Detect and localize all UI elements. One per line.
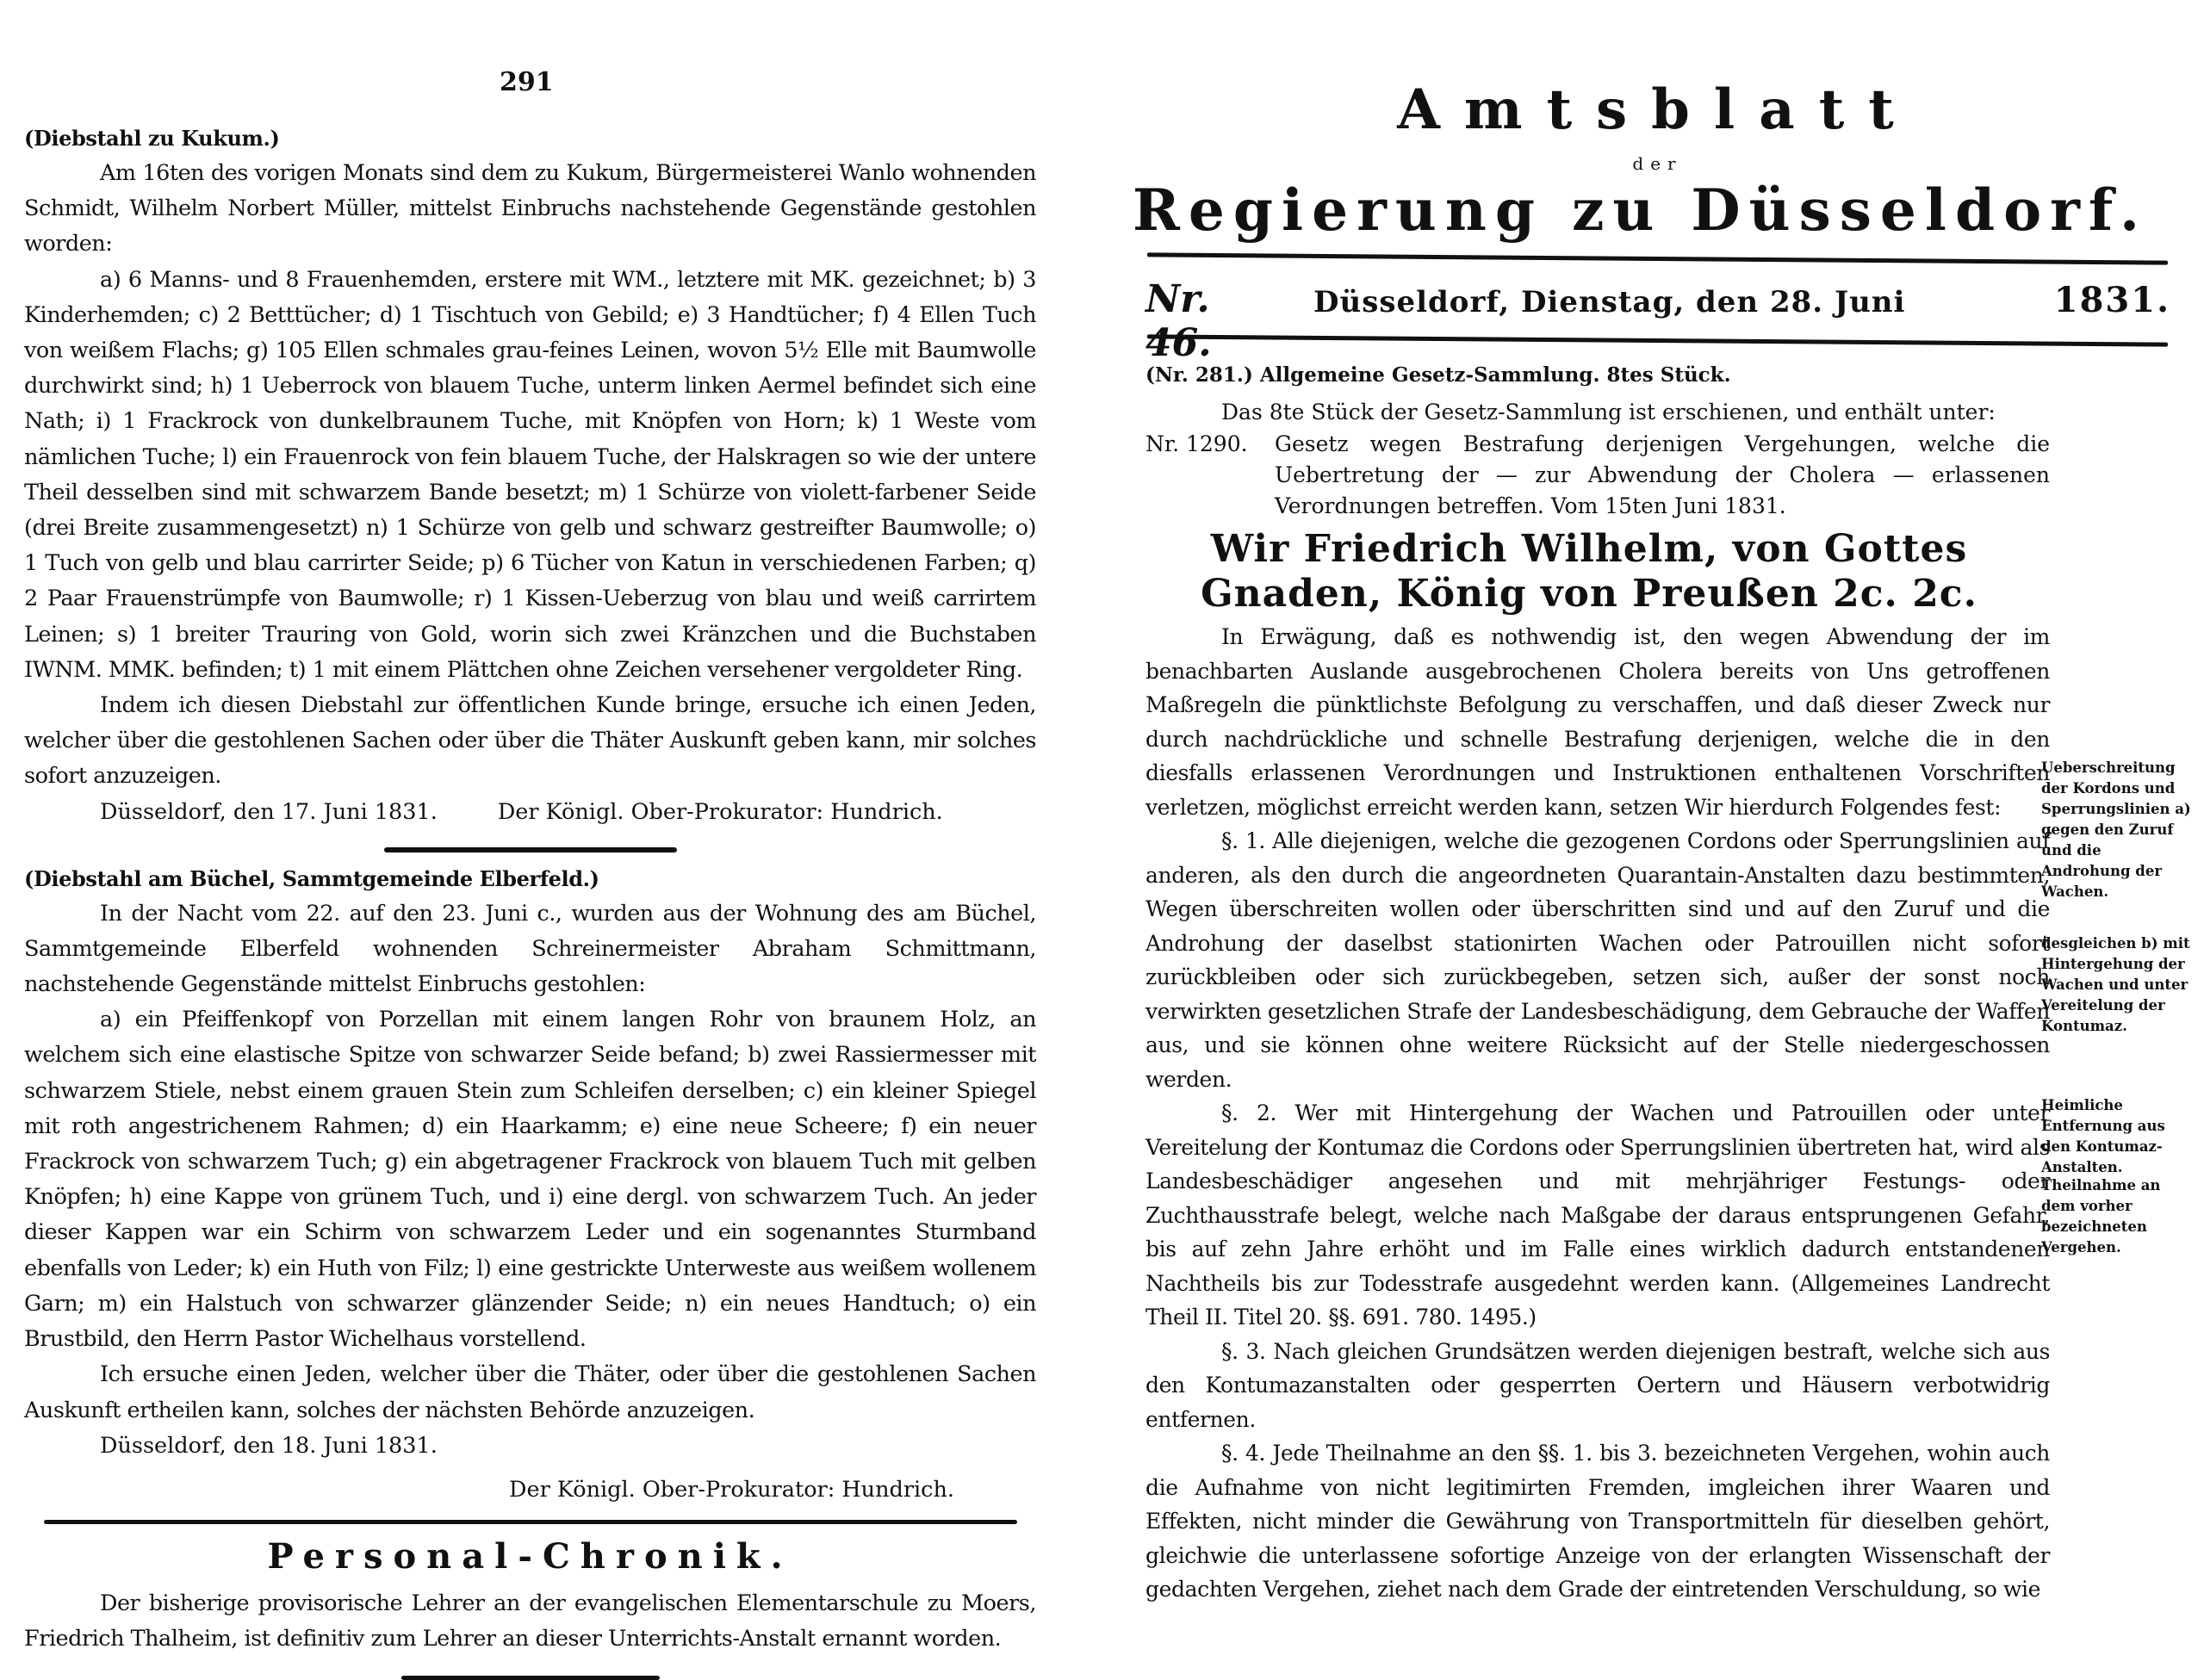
masthead-subtitle: Regierung zu Düsseldorf. xyxy=(1133,177,2148,244)
masthead-rule-top xyxy=(1147,252,2168,264)
article-paragraph: In der Nacht vom 22. auf den 23. Juni c., wurden aus der Wohnung des am Büchel, Sammtgemeinde Elberfeld wohnenden Schreinermeister Abraham Schmittmann, nachstehende Gegenstände mittelst Einbruchs gestohlen: xyxy=(24,900,1036,998)
law-entry-text: Gesetz wegen Bestrafung derjenigen Vergehungen, welche die Uebertretung der — zur Abwendung der Cholera — erlassenen Verordnungen betreffen. Vom 15ten Juni 1831. xyxy=(1275,431,2050,518)
margin-note-section-4: Theilnahme an dem vorher bezeichneten Vergehen. xyxy=(2041,1177,2161,1255)
section-title: Personal-Chronik. xyxy=(267,1535,793,1577)
signature: Der Königl. Ober-Prokurator: Hundrich. xyxy=(509,1476,954,1503)
article-diebstahl-kukum xyxy=(24,121,1036,830)
law-heading: (Nr. 281.) Allgemeine Gesetz-Sammlung. 8tes Stück. xyxy=(1145,363,1731,387)
issue-year: 1831. xyxy=(2053,280,2170,320)
signature-row xyxy=(24,795,1036,830)
right-page xyxy=(1111,0,2204,1602)
decree-section-2 xyxy=(1145,1096,2050,1335)
left-column xyxy=(24,121,1036,1680)
personal-chronik xyxy=(24,1529,1036,1657)
issue-number: Nr. 46. xyxy=(1145,277,1212,365)
margin-note-section-1: Ueberschreitung der Kordons und Sperrungslinien a) gegen den Zuruf und die Androhung der Wachen. xyxy=(2041,759,2191,900)
article-heading: (Diebstahl zu Kukum.) xyxy=(24,126,280,151)
decree-section-3 xyxy=(1145,1335,2050,1437)
law-entry-number: Nr. 1290. xyxy=(1145,431,1248,456)
article-heading: (Diebstahl am Büchel, Sammtgemeinde Elberfeld.) xyxy=(24,865,599,891)
decree-preamble: In Erwägung, daß es nothwendig ist, den wegen Abwendung der im benachbarten Auslande ausgebrochenen Cholera bereits von Uns getroffenen Maßregeln die pünktlichste Befolgung zu verschaffen, und daß dieser Zweck nur durch nachdrückliche und schnelle Bestrafung derjenigen, welche die in den diesfalls erlassenen Verordnungen und Instruktionen enthaltenen Vorschriften verletzen, möglichst erreicht werden kann, setzen Wir hierdurch Folgendes fest: xyxy=(1145,624,2050,820)
place-date: Düsseldorf, den 18. Juni 1831. xyxy=(100,1432,438,1459)
section-divider xyxy=(384,847,677,852)
end-divider xyxy=(401,1676,660,1680)
section-text: Jede Theilnahme an den §§. 1. bis 3. bezeichneten Vergehen, wohin auch die Aufnahme von nicht legitimirten Fremden, imgleichen ihrer Waaren und Effekten, nicht minder die Gewährung von Transportmitteln für dieselben gehört, gleichwie die unterlassene sofortige Anzeige von der erlangten Wissenschaft der gedachten Vergehen, ziehet nach dem Grade der eintretenden Verschuldung, so wie xyxy=(1145,1441,2051,1602)
section-label: §. 1. xyxy=(1221,828,1265,853)
issue-line xyxy=(1145,277,2170,365)
section-text: Alle diejenigen, welche die gezogenen Cordons oder Sperrungslinien auf anderen, als den durch die angeordneten Quarantain-Anstalten dazu bestimmten, Wegen überschreiten wollen oder überschritten sind und auf den Zuruf und die Androhung der daselbst stationirten Wachen oder Patrouillen nicht sofort zurückbleiben oder sich zurückbegeben, setzen sich, außer der sonst noch verwirkten gesetzlichen Strafe der Landesbeschädigung, dem Gebrauche der Waffen aus, und sie können ohne weitere Rücksicht auf der Stelle niedergeschossen werden. xyxy=(1145,828,2051,1092)
issue-place-date: Düsseldorf, Dienstag, den 28. Juni xyxy=(1313,285,1906,319)
chronik-text: Der bisherige provisorische Lehrer an der evangelischen Elementarschule zu Moers, Friedrich Thalheim, ist definitiv zum Lehrer an dieser Unterrichts-Anstalt ernannt worden. xyxy=(24,1590,1036,1652)
article-paragraph: Ich ersuche einen Jeden, welcher über die Thäter, oder über die gestohlenen Sachen Auskunft ertheilen kann, solches der nächsten Behörde anzuzeigen. xyxy=(24,1361,1036,1423)
law-entry xyxy=(1145,429,2050,522)
margin-note-section-3: Heimliche Entfernung aus den Kontumaz-Anstalten. xyxy=(2041,1097,2165,1175)
left-page xyxy=(0,0,1102,1652)
article-item-list: a) ein Pfeiffenkopf von Porzellan mit einem langen Rohr von braunem Holz, an welchem sich eine elastische Spitze von schwarzer Seide befand; b) zwei Rassiermesser mit schwarzem Stiele, nebst einem grauen Stein zum Schleifen derselben; c) ein kleiner Spiegel mit roth angestrichenem Rahmen; d) ein Haarkamm; e) eine neue Scheere; f) ein neuer Frackrock von schwarzem Tuch; g) ein abgetragener Frackrock von blauem Tuch mit gelben Knöpfen; h) eine Kappe von grünem Tuch, und i) eine dergl. von schwarzem Tuch. An jeder dieser Kappen war ein Schirm von schwarzem Leder und ein sogenanntes Sturmband ebenfalls von Leder; k) ein Huth von Filz; l) eine gestrickte Unterweste aus weißem wollenem Garn; m) ein Halstuch von schwarzer glänzender Seide; n) ein neues Handtuch; o) ein Brustbild, den Herrn Pastor Wichelhaus vorstellend. xyxy=(24,1007,1036,1353)
gesetz-sammlung xyxy=(1145,360,2050,522)
masthead-title: Amtsblatt xyxy=(1397,77,1918,142)
article-diebstahl-buechel xyxy=(24,861,1036,1508)
article-paragraph: Am 16ten des vorigen Monats sind dem zu Kukum, Bürgermeisterei Wanlo wohnenden Schmidt, Wilhelm Norbert Müller, mittelst Einbruchs nachstehende Gegenstände gestohlen worden: xyxy=(24,160,1036,257)
article-paragraph: Indem ich diesen Diebstahl zur öffentlichen Kunde bringe, ersuche ich einen Jeden, welcher über die gestohlenen Sachen oder über die Thäter Auskunft geben kann, mir solches sofort anzuzeigen. xyxy=(24,692,1036,790)
signature: Der Königl. Ober-Prokurator: Hundrich. xyxy=(497,798,943,825)
section-label: §. 2. xyxy=(1221,1100,1277,1125)
law-intro: Das 8te Stück der Gesetz-Sammlung ist erschienen, und enthält unter: xyxy=(1221,400,1996,425)
royal-decree xyxy=(1145,527,2050,1607)
article-item-list: a) 6 Manns- und 8 Frauenhemden, erstere mit WM., letztere mit MK. gezeichnet; b) 3 Kinderhemden; c) 2 Betttücher; d) 1 Tischtuch von Gebild; e) 3 Handtücher; f) 4 Ellen Tuch von weißem Flachs; g) 105 Ellen schmales grau-feines Leinen, wovon 5½ Elle mit Baumwolle durchwirkt sind; h) 1 Ueberrock von blauem Tuche, unterm linken Aermel befindet sich eine Nath; i) 1 Frackrock von dunkelbraunem Tuche, mit Knöpfen von Horn; k) 1 Weste vom nämlichen Tuche; l) ein Frauenrock von fein blauem Tuche, der Halskragen so wie der untere Theil desselben sind mit schwarzem Bande besetzt; m) 1 Schürze von violett-farbener Seide (drei Breite zusammengesetzt) n) 1 Schürze von gelb und schwarz gestreifter Baumwolle; o) 1 Tuch von gelb und blau carrirter Seide; p) 6 Tücher von Katun in verschiedenen Farben; q) 2 Paar Frauenstrümpfe von Baumwolle; r) 1 Kissen-Ueberzug von blau und weiß carrirtem Leinen; s) 1 breiter Trauring von Gold, worin sich zwei Kränzchen und die Buchstaben IWNM. MMK. befinden; t) 1 mit einem Plättchen ohne Zeichen versehener vergoldeter Ring. xyxy=(24,266,1036,683)
place-date: Düsseldorf, den 17. Juni 1831. xyxy=(100,798,438,825)
section-label: §. 4. xyxy=(1221,1441,1266,1466)
page-number: 291 xyxy=(500,67,554,97)
section-divider xyxy=(44,1520,1017,1524)
masthead-der: der xyxy=(1632,153,1683,174)
decree-section-1 xyxy=(1145,824,2050,1096)
section-label: §. 3. xyxy=(1221,1338,1266,1364)
margin-note-section-2: desgleichen b) mit Hintergehung der Wachen und unter Vereitelung der Kontumaz. xyxy=(2041,935,2190,1034)
right-column xyxy=(1145,360,2050,1607)
section-text: Nach gleichen Grundsätzen werden diejenigen bestraft, welche sich aus den Kontumazanstalten oder gesperrten Oertern und Häusern verbotwidrig entfernen. xyxy=(1145,1338,2051,1432)
decree-title: Wir Friedrich Wilhelm, von Gottes Gnaden, König von Preußen 2c. 2c. xyxy=(1201,527,1977,616)
section-text: Wer mit Hintergehung der Wachen und Patrouillen oder unter Vereitelung der Kontumaz die Cordons oder Sperrungslinien übertreten hat, wird als Landesbeschädiger angesehen und mit mehrjähriger Festungs- oder Zuchthausstrafe belegt, welche nach Maßgabe der daraus entsprungenen Gefahr, bis auf zehn Jahre erhöht und im Falle eines wirklich dadurch entstandenen Nachtheils bis zur Todesstrafe ausgedehnt werden kann. (Allgemeines Landrecht Theil II. Titel 20. §§. 691. 780. 1495.) xyxy=(1145,1100,2051,1330)
decree-section-4 xyxy=(1145,1436,2050,1607)
